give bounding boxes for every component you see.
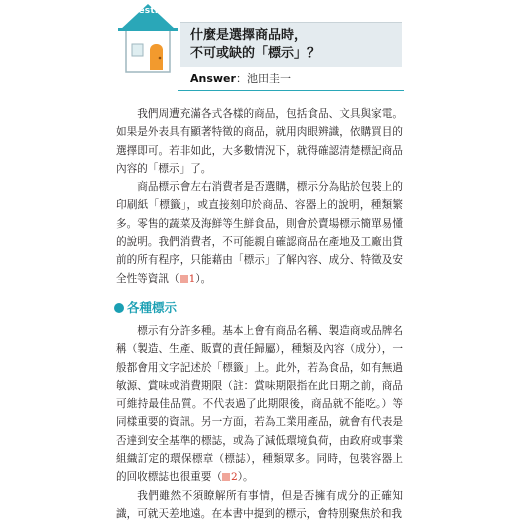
paragraph-4: 我們雖然不須瞭解所有事情，但是否擁有成分的正確知識，可就天差地遠。在本書中提到的標示，會特別聚焦於和我 bbox=[116, 489, 403, 520]
title-box bbox=[180, 22, 402, 67]
figure-ref-2[interactable] bbox=[222, 471, 238, 483]
page-title bbox=[190, 27, 320, 63]
paragraph-3 bbox=[116, 322, 403, 487]
figure-ref-icon bbox=[180, 275, 188, 283]
paragraph-2-end: ）。 bbox=[195, 272, 212, 285]
paragraph-3-text: 標示有分許多種。基本上會有商品名稱、製造商或品牌名稱（製造、生產、販賣的責任歸屬），種類及內容（成分），一般都會用文字記述於「標籤」上。此外，若為食品，如有無過敏源、賞味或消費期限（註：賞味期限指在此日期之前，商品可維持最佳品質。不代表過了此期限後，商品就不能吃。）等同樣重要的資訊。另一方面，若為工業用產品，就會有代表是否達到安全基準的標誌，或為了減低環境負荷，由政府或事業組織訂定的環保標章（標誌），種類眾多。同時，包裝容器上的回收標誌也很重要（ bbox=[116, 324, 403, 484]
title-line-1: 什麼是選擇商品時， bbox=[190, 28, 308, 43]
bullet-dot-icon bbox=[114, 303, 124, 313]
question-header bbox=[118, 0, 408, 110]
title-line-2: 不可或缺的「標示」？ bbox=[190, 46, 321, 61]
section-title: 各種標示 bbox=[127, 299, 178, 315]
section-heading bbox=[114, 298, 403, 318]
figure-ref-icon bbox=[222, 473, 230, 481]
answer-line bbox=[178, 70, 404, 91]
figure-ref-1-number: 1 bbox=[188, 272, 196, 285]
author-name: 池田圭一 bbox=[246, 72, 291, 85]
answer-separator: ： bbox=[235, 72, 247, 85]
answer-label: Answer bbox=[190, 72, 236, 85]
paragraph-3-end: ）。 bbox=[237, 471, 254, 484]
paragraph-1: 我們周遭充滿各式各樣的商品，包括食品、文具與家電。如果是外表具有顯著特徵的商品，就用肉眼辨識，依購買目的選擇即可。若非如此，大多數情況下，就得確認清楚標記商品內容的「標示」了。 bbox=[116, 108, 403, 175]
question-tag: Question bbox=[124, 6, 172, 16]
paragraph-2-text: 商品標示會左右消費者是否選購，標示分為貼於包裝上的印刷紙「標籤」，或直接刻印於商品、容器上的說明，種類繁多。零售的蔬菜及海鮮等生鮮食品，則會於賣場標示簡單易懂的說明。我們消費者，不可能親自確認商品在產地及工廠出貨前的所有程序，只能藉由「標示」了解內容、成分、特徵及安全性等資訊（ bbox=[116, 181, 403, 285]
article-body bbox=[116, 105, 403, 523]
figure-ref-1[interactable] bbox=[180, 273, 196, 285]
figure-ref-2-number: 2 bbox=[230, 471, 238, 484]
paragraph-2 bbox=[116, 178, 403, 288]
